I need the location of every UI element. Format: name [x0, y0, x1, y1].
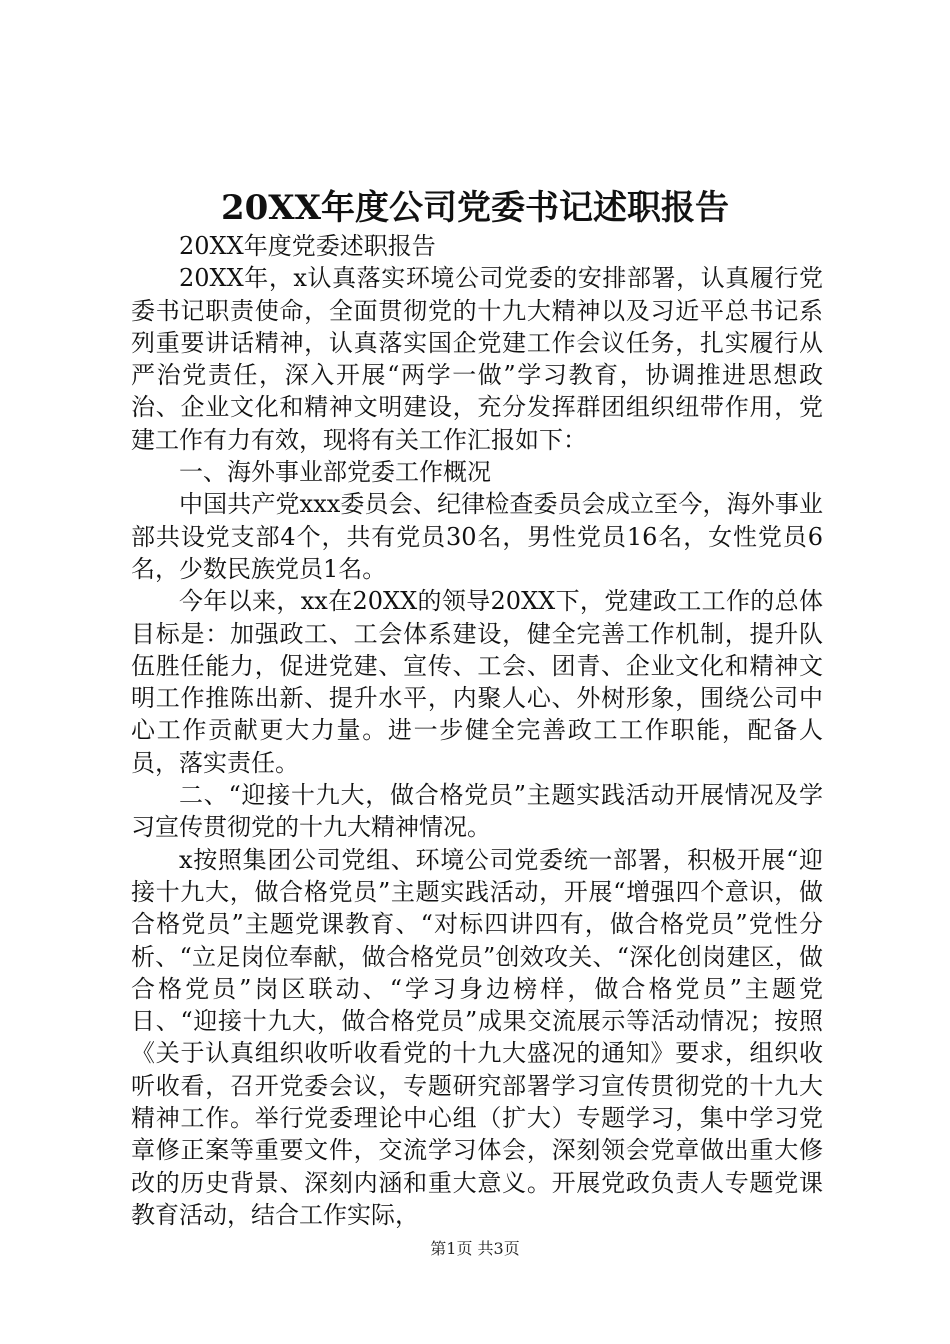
document-body [131, 230, 823, 1231]
intro-paragraph: 20XX年，x认真落实环境公司党委的安排部署，认真履行党委书记职责使命，全面贯彻党的十九大精神以及习近平总书记系列重要讲话精神，认真落实国企党建工作会议任务，扎实履行从严治党责任，深入开展“两学一做”学习教育，协调推进思想政治、企业文化和精神文明建设，充分发挥群团组织纽带作用，党建工作有力有效，现将有关工作汇报如下： [131, 264, 823, 454]
section-heading-2: 二、“迎接十九大，做合格党员”主题实践活动开展情况及学习宣传贯彻党的十九大精神情况。 [131, 781, 823, 842]
document-title: 20XX年度公司党委书记述职报告 [220, 188, 730, 228]
body-paragraph: 今年以来，xx在20XX的领导20XX下，党建政工工作的总体目标是：加强政工、工会体系建设，健全完善工作机制，提升队伍胜任能力，促进党建、宣传、工会、团青、企业文化和精神文明工作推陈出新、提升水平，内聚人心、外树形象，围绕公司中心工作贡献更大力量。进一步健全完善政工工作职能，配备人员，落实责任。 [131, 587, 823, 777]
body-paragraph: x按照集团公司党组、环境公司党委统一部署，积极开展“迎接十九大，做合格党员”主题实践活动，开展“增强四个意识，做合格党员”主题党课教育、“对标四讲四有，做合格党员”党性分析、“立足岗位奉献，做合格党员”创效攻关、“深化创岗建区，做合格党员”岗区联动、“学习身边榜样，做合格党员”主题党日、“迎接十九大，做合格党员”成果交流展示等活动情况；按照《关于认真组织收听收看党的十九大盛况的通知》要求，组织收听收看，召开党委会议，专题研究部署学习宣传贯彻党的十九大精神工作。举行党委理论中心组（扩大）专题学习，集中学习党章修正案等重要文件，交流学习体会，深刻领会党章做出重大修改的历史背景、深刻内涵和重大意义。开展党政负责人专题党课教育活动，结合工作实际， [131, 845, 823, 1229]
page-number-footer: 第1页 共3页 [430, 1239, 520, 1258]
body-paragraph: 中国共产党xxx委员会、纪律检查委员会成立至今，海外事业部共设党支部4个，共有党员30名，男性党员16名，女性党员6名，少数民族党员1名。 [131, 490, 823, 583]
section-heading-1: 一、海外事业部党委工作概况 [179, 458, 491, 487]
subtitle-paragraph: 20XX年度党委述职报告 [179, 232, 436, 260]
